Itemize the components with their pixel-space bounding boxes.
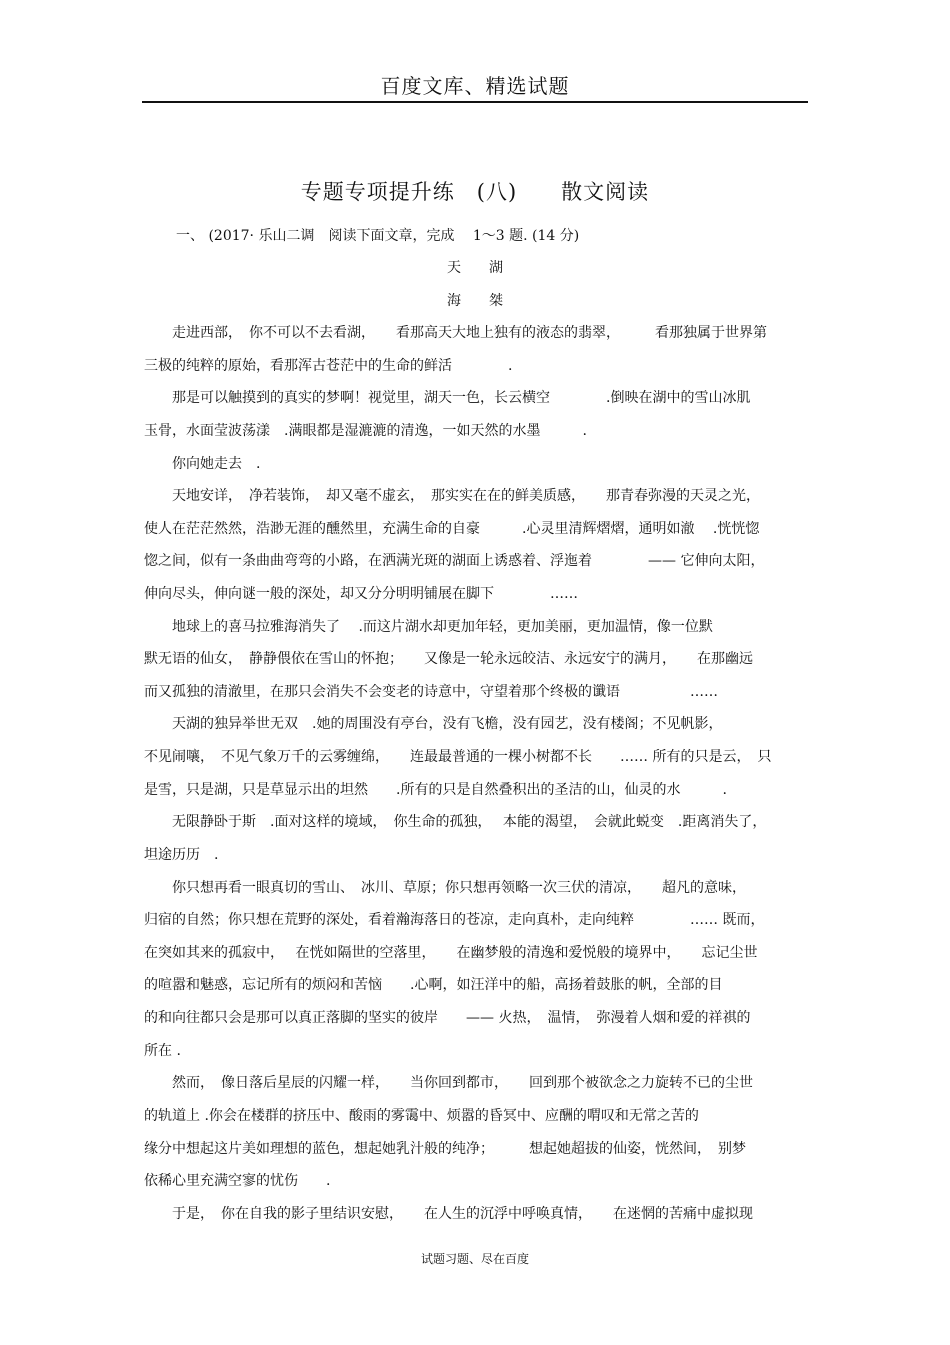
essay-line: 然而， 像日落后星辰的闪耀一样， 当你回到都市， 回到那个被欲念之力旋转不已的尘世 bbox=[144, 1075, 753, 1091]
essay-line: 坦途历历 . bbox=[144, 847, 219, 863]
essay-line: 的轨道上 .你会在楼群的挤压中、酸雨的雾霭中、烦嚣的昏冥中、应酬的喟叹和无常之苦的 bbox=[144, 1108, 699, 1124]
essay-line: 无限静卧于斯 .面对这样的境域， 你生命的孤独， 本能的渴望， 会就此蜕变 .距离消失了， bbox=[144, 814, 767, 830]
essay-line: 是雪，只是湖，只是草显示出的坦然 .所有的只是自然叠积出的圣洁的山，仙灵的水 . bbox=[144, 782, 727, 798]
page-header: 百度文库、精选试题 bbox=[380, 74, 570, 98]
document-title: 专题专项提升练 (八) 散文阅读 bbox=[300, 180, 650, 204]
essay-line: 走进西部， 你不可以不去看湖， 看那高天大地上独有的液态的翡翠， 看那独属于世界第 bbox=[144, 325, 767, 341]
essay-line: 而又孤独的清澈里，在那只会消失不会变老的诗意中，守望着那个终极的谶语 …… bbox=[144, 684, 718, 700]
essay-line: 不见闹嚷， 不见气象万千的云雾缠绵， 连最最普通的一棵小树都不长 …… 所有的只是云， 只 bbox=[144, 749, 772, 765]
essay-line: 你只想再看一眼真切的雪山、 冰川、草原；你只想再领略一次三伏的清凉， 超凡的意味， bbox=[144, 880, 746, 896]
question-prompt: 一、 (2017· 乐山二调 阅读下面文章，完成 1～3 题. (14 分) bbox=[176, 228, 580, 244]
essay-title: 天 湖 bbox=[447, 260, 503, 276]
essay-line: 地球上的喜马拉雅海消失了 .而这片湖水却更加年轻，更加美丽，更加温情，像一位默 bbox=[144, 619, 713, 635]
essay-line: 三极的纯粹的原始，看那浑古苍茫中的生命的鲜活 . bbox=[144, 358, 513, 374]
header-divider bbox=[142, 101, 808, 103]
essay-line: 天地安详， 净若装饰， 却又毫不虚玄， 那实实在在的鲜美质感， 那青春弥漫的天灵之光， bbox=[144, 488, 760, 504]
essay-line: 那是可以触摸到的真实的梦啊！视觉里，湖天一色，长云横空 .倒映在湖中的雪山冰肌 bbox=[144, 390, 751, 406]
essay-line: 玉骨，水面莹波荡漾 .满眼都是湿漉漉的清逸，一如天然的水墨 . bbox=[144, 423, 587, 439]
essay-line: 于是， 你在自我的影子里结识安慰， 在人生的沉浮中呼唤真情， 在迷惘的苦痛中虚拟现 bbox=[144, 1206, 753, 1222]
essay-line: 的和向往都只会是那可以真正落脚的坚实的彼岸 —— 火热， 温情， 弥漫着人烟和爱的祥祺的 bbox=[144, 1010, 751, 1026]
essay-line: 惚之间，似有一条曲曲弯弯的小路，在洒满光斑的湖面上诱惑着、浮迤着 —— 它伸向太阳， bbox=[144, 553, 765, 569]
page-footer: 试题习题、尽在百度 bbox=[420, 1252, 529, 1266]
essay-line: 默无语的仙女， 静静偎依在雪山的怀抱； 又像是一轮永远皎洁、永远安宁的满月， 在那幽远 bbox=[144, 651, 753, 667]
essay-line: 依稀心里充满空寥的忧伤 . bbox=[144, 1173, 331, 1189]
essay-line: 天湖的独异举世无双 .她的周围没有亭台，没有飞檐，没有园艺，没有楼阁；不见帆影， bbox=[144, 716, 723, 732]
essay-line: 使人在茫茫然然，浩渺无涯的醺然里，充满生命的自豪 .心灵里清辉熠熠，通明如澈 .恍恍惚 bbox=[144, 521, 760, 537]
essay-author: 海 桀 bbox=[447, 293, 503, 309]
essay-line: 伸向尽头，伸向谜一般的深处，却又分分明明铺展在脚下 …… bbox=[144, 586, 578, 602]
essay-line: 所在 . bbox=[144, 1043, 181, 1059]
essay-line: 归宿的自然；你只想在荒野的深处，看着瀚海落日的苍凉，走向真朴，走向纯粹 …… 既而， bbox=[144, 912, 765, 928]
essay-line: 缘分中想起这片美如理想的蓝色，想起她乳汁般的纯净； 想起她超拔的仙姿，恍然间， 别梦 bbox=[144, 1141, 746, 1157]
essay-line: 你向她走去 . bbox=[144, 456, 261, 472]
essay-line: 在突如其来的孤寂中， 在恍如隔世的空落里， 在幽梦般的清逸和爱悦般的境界中， 忘记尘世 bbox=[144, 945, 758, 961]
essay-line: 的喧嚣和魅惑，忘记所有的烦闷和苦恼 .心啊，如汪洋中的船，高扬着鼓胀的帆，全部的目 bbox=[144, 977, 723, 993]
